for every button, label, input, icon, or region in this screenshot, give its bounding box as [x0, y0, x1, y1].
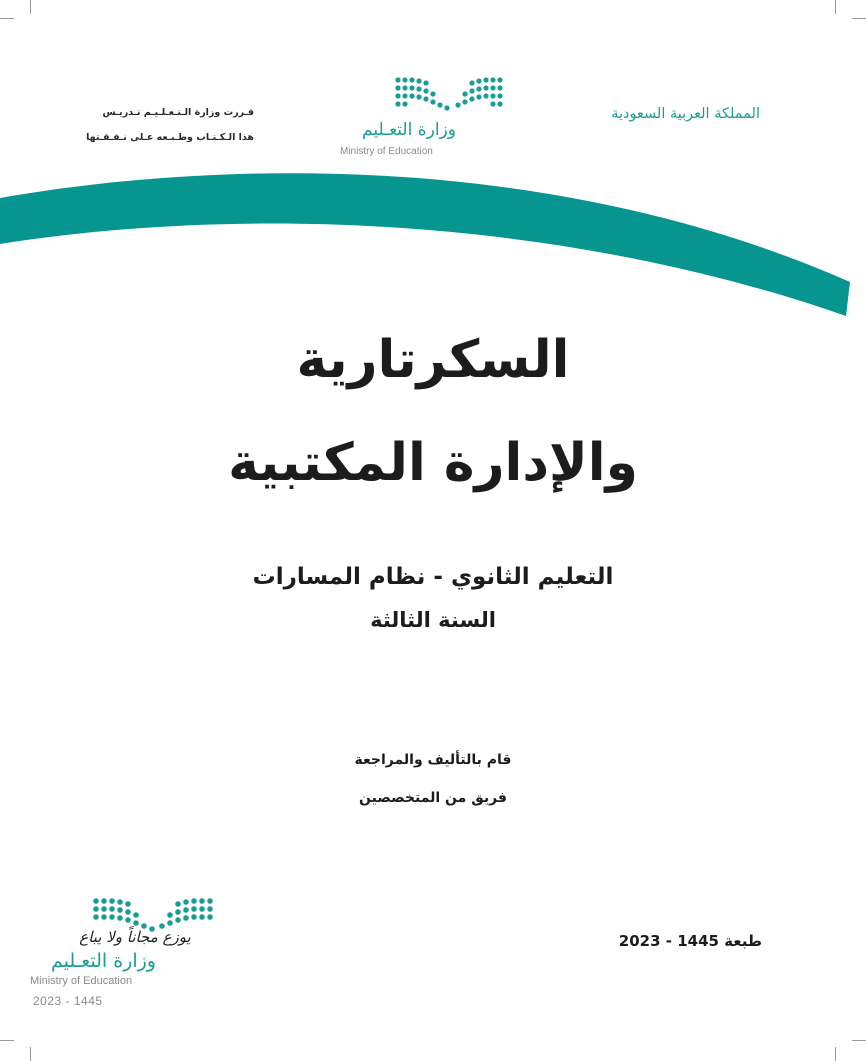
footer-ministry-name-english: Ministry of Education: [30, 975, 133, 987]
footer-year-range: 2023 - 1445: [33, 994, 103, 1008]
authorship-line-2: فريق من المتخصصين: [359, 790, 507, 806]
book-title-line-2: والإدارة المكتبية: [228, 433, 638, 493]
crop-mark-bottom-left-v: [30, 1047, 31, 1061]
approval-statement: [24, 100, 254, 150]
edition-label: طبعة 1445 - 2023: [618, 932, 762, 950]
teal-swoosh-band: [0, 160, 866, 330]
ministry-name-english: Ministry of Education: [340, 146, 433, 157]
free-distribution-note: يوزع مجاناً ولا يباع: [79, 928, 191, 946]
ministry-name-arabic: وزارة التعـليم: [362, 120, 456, 140]
education-stage: التعليم الثانوي - نظام المسارات: [252, 564, 614, 590]
approval-line-2: هذا الـكـتـاب وطـبـعه عـلى نـفـقـتها: [86, 132, 254, 143]
crop-mark-top-left-v: [30, 0, 31, 14]
authorship-line-1: قام بالتأليف والمراجعة: [354, 752, 512, 768]
crop-mark-bottom-left-h: [0, 1040, 14, 1041]
crop-mark-bottom-right-v: [835, 1047, 836, 1061]
crop-mark-top-right-v: [835, 0, 836, 14]
school-year: السنة الثالثة: [370, 608, 496, 632]
crop-mark-top-right-h: [852, 18, 866, 19]
crop-mark-top-left-h: [0, 18, 14, 19]
book-title-line-1: السكرتارية: [296, 330, 570, 390]
footer-ministry-name-arabic: وزارة التعـليم: [50, 950, 156, 972]
approval-line-1: قـررت وزارة الـتـعـلـيـم تـدريـس: [102, 107, 254, 118]
kingdom-name: المملكة العربية السعودية: [611, 106, 760, 122]
ministry-logo-icon: [390, 74, 508, 114]
crop-mark-bottom-right-h: [852, 1040, 866, 1041]
